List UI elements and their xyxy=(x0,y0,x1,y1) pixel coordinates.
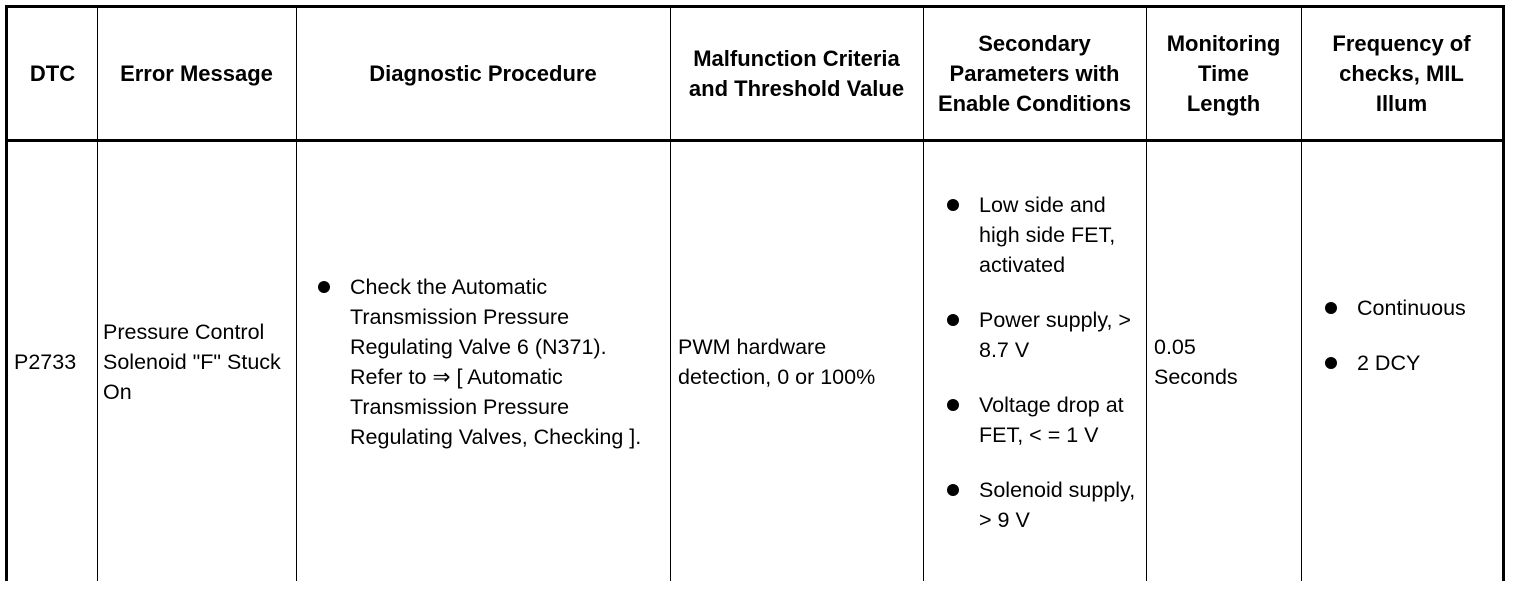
error-message-text: Pressure Control Solenoid "F" Stuck On xyxy=(103,320,281,404)
secondary-parameter-text: Power supply, > 8.7 V xyxy=(979,307,1131,362)
header-secondary-parameters-label: Secondary Parameters with Enable Conditions xyxy=(937,30,1132,116)
secondary-parameter-text: Low side and high side FET, activated xyxy=(979,192,1116,277)
header-malfunction-criteria xyxy=(670,8,923,139)
secondary-parameter-text: Voltage drop at FET, < = 1 V xyxy=(979,392,1124,447)
header-dtc xyxy=(8,8,97,139)
cell-secondary-parameters xyxy=(923,142,1146,582)
list-item xyxy=(947,475,1142,535)
bullet-icon xyxy=(947,314,959,326)
cell-frequency xyxy=(1301,142,1502,582)
list-item xyxy=(318,272,656,452)
cell-error-message xyxy=(97,142,296,582)
monitoring-time-text: 0.05 Seconds xyxy=(1154,335,1238,389)
cell-malfunction-criteria xyxy=(670,142,923,582)
header-monitoring-time-label: Monitoring Time Length xyxy=(1166,30,1281,116)
bullet-icon xyxy=(1325,302,1337,314)
cell-dtc xyxy=(8,142,97,582)
frequency-list xyxy=(1325,293,1466,378)
header-malfunction-criteria-label: Malfunction Criteria and Threshold Value xyxy=(688,45,905,101)
dtc-table xyxy=(5,5,1505,581)
list-item xyxy=(1325,348,1466,378)
malfunction-criteria-text: PWM hardware detection, 0 or 100% xyxy=(678,335,876,389)
secondary-parameter-text: Solenoid supply, > 9 V xyxy=(979,477,1136,532)
list-item xyxy=(1325,293,1466,323)
header-diagnostic-procedure-label: Diagnostic Procedure xyxy=(369,60,597,86)
list-item xyxy=(947,305,1142,365)
frequency-text: Continuous xyxy=(1357,296,1466,320)
dtc-code: P2733 xyxy=(14,350,77,374)
bullet-icon xyxy=(947,399,959,411)
header-diagnostic-procedure xyxy=(296,8,670,139)
frequency-text: 2 DCY xyxy=(1357,351,1421,375)
header-monitoring-time xyxy=(1146,8,1301,139)
list-item xyxy=(947,190,1142,280)
header-frequency xyxy=(1301,8,1502,139)
bullet-icon xyxy=(318,281,330,293)
secondary-parameters-list xyxy=(947,190,1142,535)
cell-monitoring-time xyxy=(1146,142,1301,582)
diagnostic-procedure-list xyxy=(318,272,656,452)
bullet-icon xyxy=(1325,357,1337,369)
header-dtc-label: DTC xyxy=(29,60,76,86)
bullet-icon xyxy=(947,199,959,211)
header-frequency-label: Frequency of checks, MIL Illum xyxy=(1332,30,1471,116)
header-error-message-label: Error Message xyxy=(120,60,273,86)
header-secondary-parameters xyxy=(923,8,1146,139)
list-item xyxy=(947,390,1142,450)
bullet-icon xyxy=(947,484,959,496)
header-error-message xyxy=(97,8,296,139)
diagnostic-procedure-text: Check the Automatic Transmission Pressure Regulating Valve 6 (N371). Refer to ⇒ [ Automatic Transmission Pressure Regulating Valves, Checking ]. xyxy=(350,275,642,449)
cell-diagnostic-procedure xyxy=(296,142,670,582)
